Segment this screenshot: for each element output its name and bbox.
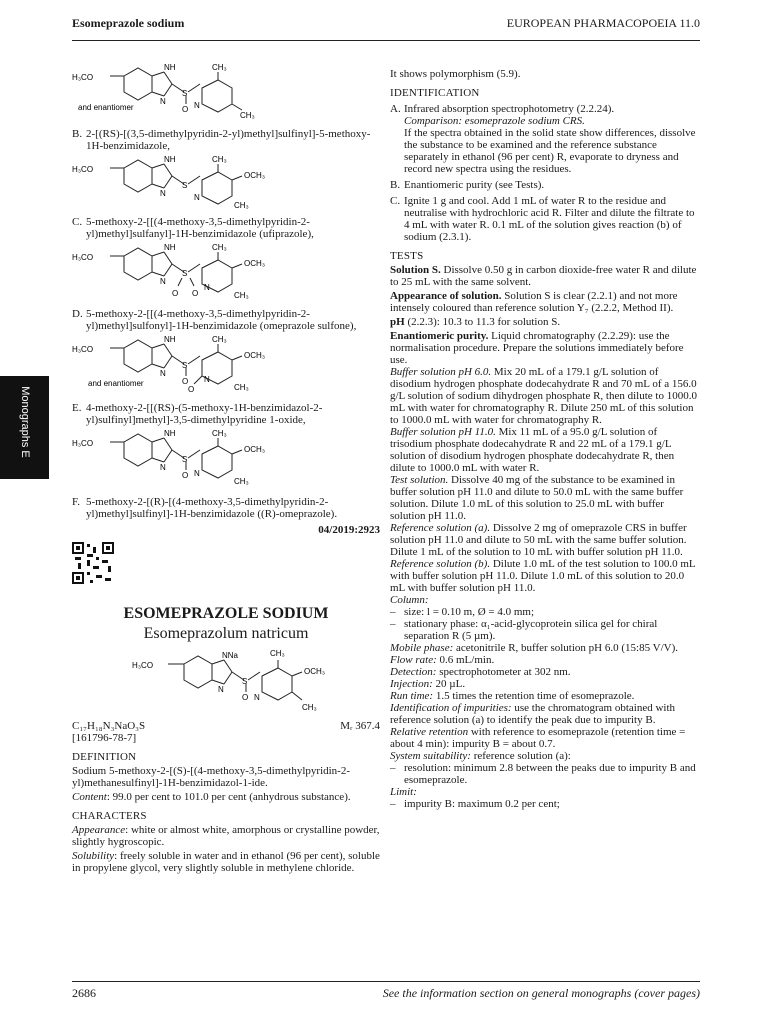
identification-of-impurities-text: use the chromatogram obtained with reference solution (a) to identify the peak due to impurity B. (390, 702, 676, 726)
solution-s (390, 264, 700, 288)
solubility-label: Solubility (72, 850, 115, 862)
struct-label-n: N (160, 277, 166, 286)
identification-a-note: If the spectra obtained in the solid state show differences, dissolve the substance to be examined and the reference substance separately in ethanol (96 per cent) R, evaporate to dryness and record new spectra using the residues. (404, 127, 696, 175)
column-stationary-phase-text: stationary phase: α₁-acid-glycoprotein silica gel for chiral separation R (5 µm). (404, 618, 658, 642)
structure-impurity-d (72, 332, 272, 398)
appearance-paragraph (72, 824, 380, 848)
structure-impurity-c (72, 240, 272, 304)
impurity-c (72, 216, 380, 240)
struct-label-enantiomer: and enantiomer (78, 103, 134, 112)
reference-solution-b-text: Dilute 1.0 mL of the test solution to 100.0 mL with buffer solution pH 11.0. Dilute 1.0 mL of this solution to 20.0 mL with buffer solution pH 11.0. (390, 558, 696, 594)
impurity-d-label: D. (72, 308, 83, 320)
definition-heading: DEFINITION (72, 751, 137, 763)
identification-b-label: B. (390, 179, 401, 191)
dash-marker: – (390, 618, 396, 630)
buffer-ph11 (390, 426, 700, 474)
struct-label-h3co: H₃CO (72, 165, 94, 174)
identification-of-impurities (390, 702, 700, 726)
struct-label-o: O (242, 693, 249, 702)
buffer-ph11-label: Buffer solution pH 11.0. (390, 426, 496, 438)
qr-code (72, 542, 114, 584)
buffer-ph6-label: Buffer solution pH 6.0. (390, 366, 492, 378)
enantiomeric-purity-label: Enantiomeric purity. (390, 330, 489, 342)
identification-a (390, 103, 700, 115)
enantiomeric-purity-text: Liquid chromatography (2.2.29): use the normalisation procedure. Prepare the solutions immediately before use. (390, 330, 684, 366)
struct-label-ch3: CH₃ (240, 111, 255, 120)
detection-label: Detection: (390, 666, 437, 678)
flow-rate-label: Flow rate: (390, 654, 437, 666)
monograph-reference-number: 04/2019:2923 (318, 524, 380, 536)
struct-label-ch3: CH₃ (270, 649, 285, 658)
identification-a-text: Infrared absorption spectrophotometry (2.2.24). (404, 103, 615, 115)
detection (390, 666, 700, 678)
flow-rate-text: 0.6 mL/min. (439, 654, 495, 666)
struct-label-enantiomer: and enantiomer (88, 379, 144, 388)
struct-label-o: O (172, 289, 179, 298)
struct-label-h3co: H₃CO (72, 73, 94, 82)
resolution-text: resolution: minimum 2.8 between the peaks due to impurity B and esomeprazole. (404, 762, 696, 786)
column-stationary-phase (390, 618, 700, 642)
identification-a-label: A. (390, 103, 401, 115)
struct-label-ch3: CH₃ (234, 291, 249, 300)
struct-label-h3co: H₃CO (72, 439, 94, 448)
run-time (390, 690, 700, 702)
impurity-c-name: 5-methoxy-2-[[(4-methoxy-3,5-dimethylpyridin-2-yl)methyl]sulfanyl]-1H-benzimidazole (ufiprazole), (86, 216, 314, 240)
impurity-b-name: 2-[(RS)-[(3,5-dimethylpyridin-2-yl)methyl]sulfinyl]-5-methoxy-1H-benzimidazole, (86, 128, 371, 152)
ph-label: pH (390, 316, 405, 328)
definition-text: Sodium 5-methoxy-2-[(S)-[(4-methoxy-3,5-dimethylpyridin-2-yl)methanesulfinyl]-1H-benzimidazol-1-ide. (72, 765, 351, 789)
struct-label-n: N (194, 101, 200, 110)
reference-solution-b-label: Reference solution (b). (390, 558, 491, 570)
struct-label-ch3: CH₃ (212, 429, 227, 438)
appearance-of-solution-text: Solution S is clear (2.2.1) and not more intensely coloured than reference solution Y₇ (2.2.2, Method II). (390, 290, 678, 314)
reference-solution-b (390, 558, 700, 594)
relative-retention-text: with reference to esomeprazole (retention time = about 4 min): impurity B = about 0.7. (390, 726, 686, 750)
struct-label-nh: NH (164, 63, 176, 72)
identification-c-text: Ignite 1 g and cool. Add 1 mL of water R to the residue and neutralise with hydrochloric acid R. Filter and dilute the filtrate to 4 mL with water R. 0.1 mL of the solution gives reaction (b) of sodium (2.3.1). (404, 195, 695, 243)
impurity-d-name: 5-methoxy-2-[[(4-methoxy-3,5-dimethylpyridin-2-yl)methyl]sulfonyl]-1H-benzimidazole (omeprazole sulfone), (86, 308, 357, 332)
identification-b (390, 179, 700, 191)
run-time-label: Run time: (390, 690, 434, 702)
dash-marker: – (390, 798, 396, 810)
structure-impurity-a (72, 58, 272, 124)
injection-text: 20 µL. (435, 678, 466, 690)
run-time-text: 1.5 times the retention time of esomeprazole. (435, 690, 635, 702)
mobile-phase-label: Mobile phase: (390, 642, 454, 654)
struct-label-n: N (218, 685, 224, 694)
struct-label-och3: OCH₃ (244, 351, 266, 360)
relative-molecular-mass: Mᵣ 367.4 (340, 720, 380, 732)
struct-label-nh: NH (164, 429, 176, 438)
impurity-e (72, 402, 380, 426)
impurity-e-name: 4-methoxy-2-[[(RS)-(5-methoxy-1H-benzimidazol-2-yl)sulfinyl]methyl]-3,5-dimethylpyridine 1-oxide, (86, 402, 323, 426)
monograph-latin-name: Esomeprazolum natricum (143, 625, 309, 642)
right-column (390, 68, 700, 810)
struct-label-s: S (182, 181, 188, 190)
footer-note: See the information section on general monographs (cover pages) (382, 986, 700, 1000)
struct-label-o: O (188, 385, 195, 394)
struct-label-n: N (160, 189, 166, 198)
buffer-ph11-text: Mix 11 mL of a 95.0 g/L solution of trisodium phosphate dodecahydrate R and 22 mL of a 179.1 g/L solution of disodium hydrogen phosphate dodecahydrate R, then dilute to 1000.0 mL with water R. (390, 426, 675, 474)
structure-esomeprazole-sodium (72, 644, 372, 716)
test-solution-text: Dissolve 40 mg of the substance to be examined in buffer solution pH 11.0 and dilute to 50.0 mL with the same buffer solution. Dilute 1.0 mL of this solution to 25.0 mL with buffer solution pH 11.0. (390, 474, 684, 522)
identification-c-label: C. (390, 195, 401, 207)
system-suitability-text: reference solution (a): (473, 750, 571, 762)
tests-heading: TESTS (390, 250, 424, 262)
molecular-formula: C₁₇H₁₈N₃NaO₃S (72, 720, 146, 732)
header-rule (72, 40, 700, 41)
struct-label-nh: NH (164, 243, 176, 252)
struct-label-och3: OCH₃ (304, 667, 326, 676)
impurity-b-label: B. (72, 128, 83, 140)
running-header-publication: EUROPEAN PHARMACOPOEIA 11.0 (506, 16, 700, 30)
struct-label-h3co: H₃CO (132, 661, 154, 670)
struct-label-ch3: CH₃ (302, 703, 317, 712)
running-header-title: Esomeprazole sodium (72, 16, 185, 30)
struct-label-h3co: H₃CO (72, 345, 94, 354)
column-label: Column: (390, 594, 429, 606)
relative-retention-label: Relative retention (390, 726, 469, 738)
monograph-title: ESOMEPRAZOLE SODIUM (123, 605, 329, 622)
struct-label-n: N (194, 193, 200, 202)
solution-s-label: Solution S. (390, 264, 441, 276)
system-suitability-label: System suitability: (390, 750, 471, 762)
struct-label-och3: OCH₃ (244, 445, 266, 454)
appearance-text: : white or almost white, amorphous or crystalline powder, slightly hygroscopic. (72, 824, 380, 848)
appearance-of-solution (390, 290, 700, 314)
relative-retention (390, 726, 700, 750)
enantiomeric-purity (390, 330, 700, 366)
struct-label-s: S (182, 455, 188, 464)
content-value: : 99.0 per cent to 101.0 per cent (anhydrous substance). (106, 791, 351, 803)
appearance-of-solution-label: Appearance of solution. (390, 290, 502, 302)
left-column (72, 58, 380, 874)
system-suitability (390, 750, 700, 762)
identification-c (390, 195, 700, 243)
struct-label-s: S (182, 89, 188, 98)
column-size-text: size: l = 0.10 m, Ø = 4.0 mm; (404, 606, 535, 618)
cas-number: [161796-78-7] (72, 732, 137, 744)
reference-solution-a-label: Reference solution (a). (390, 522, 491, 534)
dash-marker: – (390, 762, 396, 774)
limit-impurity-b-text: impurity B: maximum 0.2 per cent; (404, 798, 560, 810)
struct-label-ch3: CH₃ (212, 243, 227, 252)
struct-label-o: O (182, 377, 189, 386)
solubility-text: : freely soluble in water and in ethanol (96 per cent), soluble in propylene glycol, very slightly soluble in methylene chloride. (72, 850, 380, 874)
struct-label-n: N (204, 375, 210, 384)
struct-label-ch3: CH₃ (212, 63, 227, 72)
impurity-f-label: F. (72, 496, 80, 508)
injection (390, 678, 700, 690)
ph-test (390, 316, 700, 328)
struct-label-n: N (254, 693, 260, 702)
flow-rate (390, 654, 700, 666)
polymorphism-note: It shows polymorphism (5.9). (390, 68, 521, 80)
structure-impurity-e (72, 426, 272, 492)
reference-solution-a-text: Dissolve 2 mg of omeprazole CRS in buffer solution pH 11.0 and dilute to 50 mL with the same buffer solution. Dilute 1 mL of the solution to 10 mL with buffer solution pH 11.0. (390, 522, 687, 558)
impurity-f-name: 5-methoxy-2-[(R)-[(4-methoxy-3,5-dimethylpyridin-2-yl)methyl]sulfinyl]-1H-benzimidazole ((R)-omeprazole). (86, 496, 338, 520)
struct-label-ch3: CH₃ (234, 477, 249, 486)
ph-text: (2.2.3): 10.3 to 11.3 for solution S. (407, 316, 561, 328)
struct-label-n: N (160, 369, 166, 378)
impurity-f (72, 496, 380, 520)
identification-a-comparison: Comparison: esomeprazole sodium CRS. (404, 115, 585, 127)
struct-label-och3: OCH₃ (244, 259, 266, 268)
solution-s-text: Dissolve 0.50 g in carbon dioxide-free water R and dilute to 25 mL with the same solvent. (390, 264, 697, 288)
buffer-ph6 (390, 366, 700, 426)
struct-label-s: S (182, 361, 188, 370)
monographs-side-tab (0, 376, 49, 479)
appearance-label: Appearance (72, 824, 126, 836)
solubility-paragraph (72, 850, 380, 874)
struct-label-ch3: CH₃ (234, 383, 249, 392)
struct-label-n: N (160, 97, 166, 106)
impurity-b (72, 128, 380, 152)
struct-label-ch3: CH₃ (212, 155, 227, 164)
identification-heading: IDENTIFICATION (390, 87, 480, 99)
content-label: Content (72, 791, 107, 803)
struct-label-och3: OCH₃ (244, 171, 266, 180)
identification-b-text: Enantiomeric purity (see Tests). (404, 179, 545, 191)
struct-label-nh: NH (164, 155, 176, 164)
side-tab-label: Monographs E (19, 386, 31, 458)
injection-label: Injection: (390, 678, 433, 690)
struct-label-n: N (194, 469, 200, 478)
detection-text: spectrophotometer at 302 nm. (439, 666, 571, 678)
characters-heading: CHARACTERS (72, 810, 147, 822)
struct-label-ch3: CH₃ (234, 201, 249, 210)
struct-label-n: N (160, 463, 166, 472)
limit-label: Limit: (390, 786, 417, 798)
reference-solution-a (390, 522, 700, 558)
struct-label-h3co: H₃CO (72, 253, 94, 262)
mobile-phase (390, 642, 700, 654)
struct-label-s: S (182, 269, 188, 278)
page-number: 2686 (72, 986, 96, 1000)
test-solution (390, 474, 700, 522)
limit-impurity-b (390, 798, 700, 810)
test-solution-label: Test solution. (390, 474, 449, 486)
mobile-phase-text: acetonitrile R, buffer solution pH 6.0 (15:85 V/V). (455, 642, 678, 654)
molecular-formula-row (72, 720, 380, 732)
column-size (390, 606, 700, 618)
struct-label-o: O (182, 105, 189, 114)
structure-impurity-b (72, 152, 272, 212)
struct-label-nh: NH (164, 335, 176, 344)
impurity-c-label: C. (72, 216, 83, 228)
struct-label-nna: NNa (222, 651, 239, 660)
footer-rule (72, 981, 700, 982)
impurity-e-label: E. (72, 402, 82, 414)
struct-label-s: S (242, 677, 248, 686)
struct-label-o: O (182, 471, 189, 480)
impurity-d (72, 308, 380, 332)
dash-marker: – (390, 606, 396, 618)
struct-label-o: O (192, 289, 199, 298)
content-paragraph (72, 791, 380, 803)
struct-label-n: N (204, 283, 210, 292)
identification-of-impurities-label: Identification of impurities: (390, 702, 512, 714)
resolution (390, 762, 700, 786)
struct-label-ch3: CH₃ (212, 335, 227, 344)
buffer-ph6-text: Mix 20 mL of a 179.1 g/L solution of disodium hydrogen phosphate dodecahydrate R and 70 mL of a 156.0 g/L solution of sodium dihydrogen phosphate R, then dilute to 1000.0 mL with water for chromatography R. Dilute 250 mL of this solution to 1000.0 mL with water for chromatography R. (390, 366, 697, 426)
